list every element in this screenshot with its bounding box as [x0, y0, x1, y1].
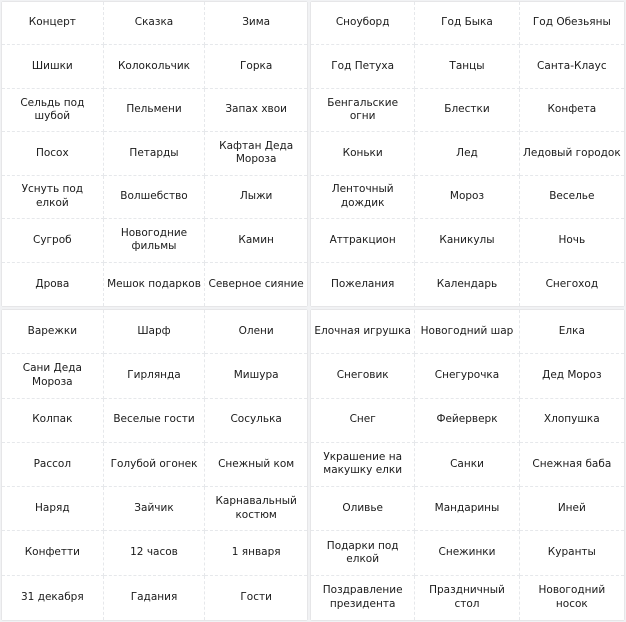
word-card-label: Дед Мороз — [542, 369, 602, 382]
word-card — [205, 263, 307, 306]
word-card — [520, 132, 624, 175]
word-card — [205, 531, 307, 575]
word-card-label: Веселые гости — [113, 413, 195, 426]
card-panel-bottom-right — [311, 310, 624, 620]
word-card — [2, 443, 104, 487]
word-card — [205, 176, 307, 219]
word-card — [2, 576, 104, 620]
word-card-label: Мешок подарков — [107, 277, 201, 290]
word-card — [520, 310, 624, 354]
word-card-label: Сугроб — [33, 233, 72, 246]
word-card-label: Календарь — [436, 277, 498, 290]
word-card — [520, 443, 624, 487]
word-card-label: Сельдь под шубой — [20, 96, 85, 123]
word-card-label: 1 января — [231, 546, 281, 559]
word-card-label: Конфетти — [24, 546, 80, 559]
word-card — [104, 219, 206, 262]
word-card-label: Год Петуха — [331, 59, 395, 72]
word-card — [2, 354, 104, 398]
word-card — [311, 89, 415, 132]
word-card-label: Шарф — [137, 324, 171, 337]
word-card-label: Наряд — [35, 502, 70, 515]
word-card — [415, 176, 519, 219]
word-card-label: Гадания — [130, 591, 178, 604]
word-card-label: Гости — [240, 591, 272, 604]
word-card-label: Новогодний носок — [538, 584, 606, 610]
word-card — [2, 219, 104, 262]
word-card — [311, 45, 415, 88]
word-card-label: Блестки — [444, 103, 490, 116]
word-card-label: Мишура — [233, 369, 279, 382]
word-card — [415, 487, 519, 531]
word-card-label: Подарки под елкой — [326, 539, 399, 566]
word-card-label: Лед — [456, 146, 478, 159]
word-card-label: Пожелания — [330, 277, 395, 290]
word-card-label: Уснуть под елкой — [21, 183, 84, 209]
word-card — [520, 89, 624, 132]
word-card-label: Каникулы — [439, 233, 495, 246]
word-card-label: Снег — [349, 413, 376, 426]
word-card — [415, 89, 519, 132]
word-card — [520, 576, 624, 620]
word-card-label: Веселье — [549, 190, 595, 203]
word-card — [2, 132, 104, 175]
word-card — [104, 263, 206, 306]
word-card — [104, 443, 206, 487]
word-card-label: Снегурочка — [434, 369, 500, 382]
word-card — [415, 263, 519, 306]
word-card-label: Снежинки — [438, 546, 496, 559]
word-card — [415, 310, 519, 354]
word-card — [311, 2, 415, 45]
word-card-label: Бенгальские огни — [327, 96, 399, 123]
word-card — [520, 45, 624, 88]
word-card-label: 12 часов — [130, 546, 178, 559]
word-card — [205, 310, 307, 354]
word-card-label: Горка — [240, 59, 273, 72]
word-card-label: Мандарины — [434, 502, 500, 515]
word-card — [311, 219, 415, 262]
word-card — [415, 354, 519, 398]
word-card — [104, 487, 206, 531]
word-card — [205, 219, 307, 262]
word-card — [520, 219, 624, 262]
word-card-label: Елка — [558, 324, 585, 337]
word-card-label: Рассол — [33, 457, 72, 470]
word-card — [2, 45, 104, 88]
word-card — [2, 176, 104, 219]
word-card-label: Год Быка — [441, 16, 493, 29]
word-card-label: Год Обезьяны — [532, 16, 611, 29]
word-card-label: Карнавальный костюм — [215, 495, 297, 521]
word-card — [311, 576, 415, 620]
word-card — [2, 531, 104, 575]
word-card — [311, 487, 415, 531]
word-card-label: Волшебство — [120, 190, 188, 203]
word-card-label: Сноуборд — [335, 16, 390, 29]
word-card-label: Танцы — [449, 59, 485, 72]
word-card — [520, 399, 624, 443]
word-card-label: Сосулька — [230, 413, 282, 426]
word-card-label: Северное сияние — [208, 277, 304, 290]
word-card-label: Снежная баба — [532, 457, 612, 470]
word-card-label: Снеговик — [336, 369, 389, 382]
word-card-label: Снегоход — [545, 277, 599, 290]
word-card — [104, 132, 206, 175]
word-card-label: Санта-Клаус — [537, 59, 607, 72]
word-card-label: Снежный ком — [218, 457, 295, 470]
word-card-label: Пельмени — [126, 103, 182, 116]
word-card-label: Хлопушка — [543, 413, 600, 426]
word-card — [520, 354, 624, 398]
word-card-label: Оливье — [342, 502, 383, 515]
word-card-label: Конфета — [547, 103, 597, 116]
word-card-label: Гирлянда — [127, 369, 181, 382]
word-card-label: Коньки — [342, 146, 383, 159]
word-card — [415, 443, 519, 487]
word-card-label: Концерт — [28, 16, 76, 29]
word-card — [415, 2, 519, 45]
word-card — [415, 45, 519, 88]
word-card — [104, 45, 206, 88]
word-card-label: Сани Деда Мороза — [22, 362, 82, 388]
card-panel-top-left — [2, 2, 307, 306]
word-card — [205, 132, 307, 175]
word-card-label: Варежки — [27, 324, 78, 337]
word-card-label: Камин — [238, 233, 274, 246]
word-card-label: Посох — [35, 146, 69, 159]
word-card-label: Аттракцион — [329, 233, 396, 246]
word-card — [415, 531, 519, 575]
word-card — [104, 89, 206, 132]
word-card — [311, 354, 415, 398]
word-card — [415, 219, 519, 262]
word-card-label: Голубой огонек — [110, 457, 198, 470]
word-card-label: Сказка — [134, 16, 174, 29]
word-card-label: Украшение на макушку елки — [323, 450, 403, 477]
word-card — [104, 354, 206, 398]
word-card — [104, 576, 206, 620]
word-card — [205, 89, 307, 132]
word-card — [311, 531, 415, 575]
word-card-label: Ледовый городок — [522, 146, 621, 159]
word-card-label: Запах хвои — [225, 103, 287, 116]
word-card-label: Олени — [238, 324, 274, 337]
word-card-label: Дрова — [35, 277, 70, 290]
word-card-label: Праздничный стол — [429, 584, 505, 610]
word-card — [2, 263, 104, 306]
word-card — [205, 354, 307, 398]
word-card — [520, 531, 624, 575]
card-panel-bottom-left — [2, 310, 307, 620]
card-panel-top-right — [311, 2, 624, 306]
word-card — [205, 2, 307, 45]
word-card — [2, 2, 104, 45]
word-card-label: Зима — [242, 16, 271, 29]
word-card — [520, 2, 624, 45]
word-card-label: Лыжи — [239, 190, 273, 203]
word-card — [415, 132, 519, 175]
word-card-label: Зайчик — [134, 502, 174, 515]
word-card-label: Ночь — [558, 233, 586, 246]
word-card — [205, 576, 307, 620]
word-card — [205, 487, 307, 531]
word-card — [2, 487, 104, 531]
word-card-label: Шишки — [31, 59, 73, 72]
word-card-label: Новогодние фильмы — [120, 226, 188, 253]
word-card-label: Санки — [450, 457, 484, 470]
word-card — [104, 2, 206, 45]
word-card — [104, 176, 206, 219]
word-card-label: Колокольчик — [117, 59, 191, 72]
word-card — [104, 310, 206, 354]
word-card-label: Колпак — [32, 413, 73, 426]
word-card — [311, 310, 415, 354]
word-card — [205, 399, 307, 443]
word-card-label: Новогодний шар — [420, 324, 514, 337]
word-card — [311, 176, 415, 219]
word-card-label: Ленточный дождик — [331, 183, 394, 209]
word-card-label: Петарды — [129, 146, 179, 159]
word-card — [104, 399, 206, 443]
word-card — [311, 263, 415, 306]
word-card — [2, 399, 104, 443]
word-card-label: Фейерверк — [436, 413, 498, 426]
word-card — [104, 531, 206, 575]
word-card — [311, 399, 415, 443]
word-card — [520, 176, 624, 219]
word-card — [415, 576, 519, 620]
word-card — [520, 263, 624, 306]
word-card — [2, 310, 104, 354]
word-card — [415, 399, 519, 443]
word-card — [311, 443, 415, 487]
word-card-label: Куранты — [547, 546, 596, 559]
word-card-label: Иней — [557, 502, 586, 515]
word-card — [205, 45, 307, 88]
word-card-label: Елочная игрушка — [314, 324, 411, 337]
word-card — [205, 443, 307, 487]
word-card-label: 31 декабря — [21, 591, 84, 604]
word-card-label: Мороз — [449, 190, 485, 203]
word-card-label: Поздравление президента — [322, 584, 403, 610]
word-card-label: Кафтан Деда Мороза — [219, 139, 294, 166]
word-card — [520, 487, 624, 531]
word-card — [2, 89, 104, 132]
word-card — [311, 132, 415, 175]
